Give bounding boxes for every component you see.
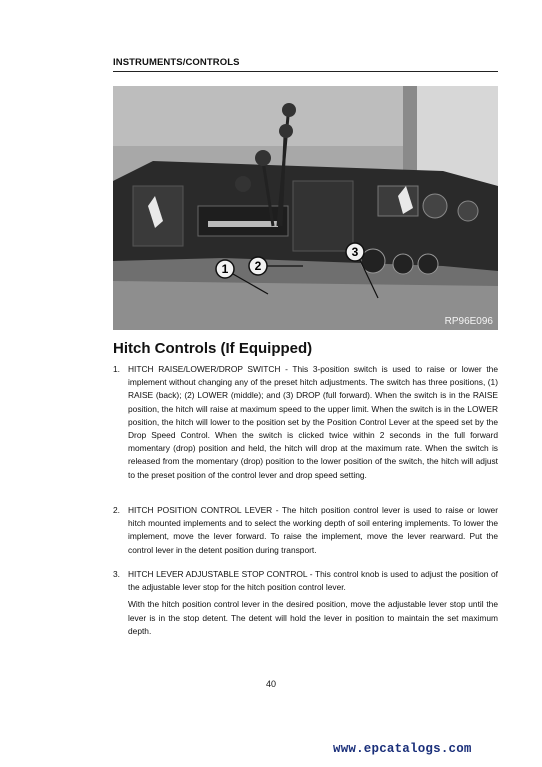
svg-text:1: 1	[221, 262, 229, 276]
item-number: 2.	[113, 505, 120, 515]
list-item	[113, 568, 498, 642]
svg-text:3: 3	[351, 245, 359, 259]
section-title: Hitch Controls (If Equipped)	[113, 340, 313, 357]
svg-text:2: 2	[254, 259, 262, 273]
photo-reference-code: RP96E096	[444, 316, 493, 327]
controls-photo	[113, 86, 498, 330]
list-item	[113, 363, 498, 486]
header-rule	[113, 71, 498, 72]
item-number: 1.	[113, 364, 120, 374]
section-header: INSTRUMENTS/CONTROLS	[113, 57, 240, 68]
item-paragraph: With the hitch position control lever in the desired position, move the adjustable lever stop until the lever is in the stop detent. The detent will hold the lever in position to maintain the set maximum depth.	[128, 599, 498, 636]
item-paragraph: HITCH RAISE/LOWER/DROP SWITCH - This 3-position switch is used to raise or lower the implement without changing any of the preset hitch adjustments. The switch has three positions, (1) RAISE (back); (2) LOWER (middle); and (3) DROP (full forward). When the switch is in the RAISE position, the hitch will raise at maximum speed to the upper limit. When the switch is in the LOWER position, the hitch will lower to the position set by the Position Control Lever at the speed set by the Drop Speed Control. When the switch is clicked twice within 2 seconds in the full forward momentary (drop) position and held, the hitch will drop at the maximum rate. When the switch is released from the momentary (drop) position to the lower position of the switch, the hitch will adjust to the preset position of the control lever and drop speed setting.	[128, 364, 498, 480]
item-paragraph: HITCH POSITION CONTROL LEVER - The hitch position control lever is used to raise or lower hitch mounted implements and to select the working depth of soil entering implements. To lower the implement, move the lever forward. To raise the implement, move the lever rearward. Put the control lever in the detent position during transport.	[128, 505, 498, 555]
item-paragraph: HITCH LEVER ADJUSTABLE STOP CONTROL - This control knob is used to adjust the position of the adjustable lever stop for the hitch position control lever.	[128, 569, 498, 593]
item-number: 3.	[113, 569, 120, 579]
watermark-link[interactable]: www.epcatalogs.com	[333, 742, 472, 756]
list-item	[113, 504, 498, 561]
page-number: 40	[265, 679, 276, 689]
console-illustration	[113, 86, 498, 330]
